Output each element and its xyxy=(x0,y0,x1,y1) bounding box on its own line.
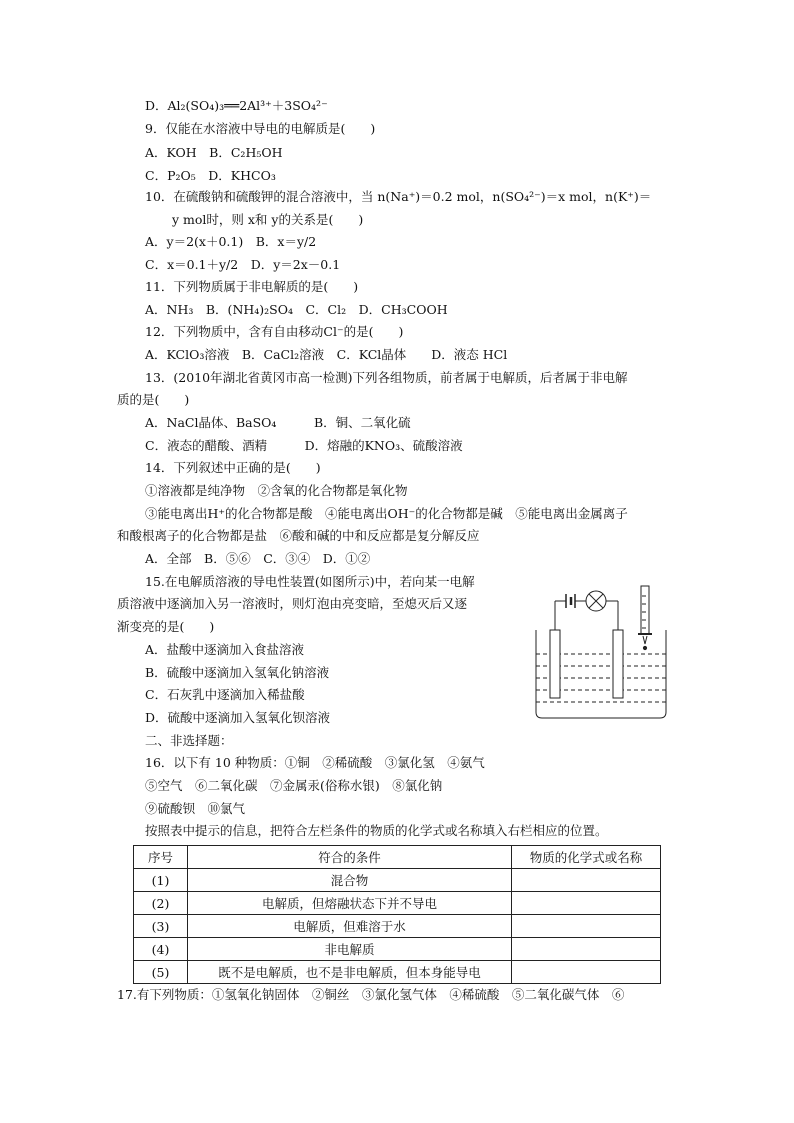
row-no: (4) xyxy=(134,938,188,961)
q16-list-2: ⑤空气 ⑥二氧化碳 ⑦金属汞(俗称水银) ⑧氯化钠 xyxy=(145,778,443,793)
q10-stem-cont: y mol时，则 x和 y的关系是( ) xyxy=(172,212,364,227)
table-row xyxy=(134,869,661,892)
q12-stem: 12．下列物质中，含有自由移动Cl⁻的是( ) xyxy=(145,324,404,339)
q9-options-ab: A．KOH B．C₂H₅OH xyxy=(145,145,283,160)
row-condition: 非电解质 xyxy=(188,938,512,961)
table-row xyxy=(134,938,661,961)
q15-stem-cont-1: 质溶液中逐滴加入另一溶液时，则灯泡由亮变暗，至熄灭后又逐 xyxy=(117,596,468,611)
q9-stem: 9．仅能在水溶液中导电的电解质是( ) xyxy=(145,121,376,136)
q14-statements-2: ③能电离出H⁺的化合物都是酸 ④能电离出OH⁻的化合物都是碱 ⑤能电离出金属离子 xyxy=(145,506,628,521)
burette-icon xyxy=(638,586,652,650)
section-heading: 二、非选择题： xyxy=(145,733,233,748)
q14-options: A．全部 B．⑤⑥ C．③④ D．①② xyxy=(145,551,371,566)
q17-stem: 17.有下列物质：①氢氧化钠固体 ②铜丝 ③氯化氢气体 ④稀硫酸 ⑤二氧化碳气体 ⑥ xyxy=(117,987,625,1002)
header-answer: 物质的化学式或名称 xyxy=(512,846,661,869)
electrode-icon xyxy=(550,630,623,698)
answer-cell[interactable] xyxy=(512,961,661,984)
header-condition: 符合的条件 xyxy=(188,846,512,869)
row-no: (3) xyxy=(134,915,188,938)
answer-cell[interactable] xyxy=(512,915,661,938)
q13-options-ab: A．NaCl晶体、BaSO₄ B．铜、二氧化硫 xyxy=(145,415,411,430)
q15-option-b: B．硫酸中逐滴加入氢氧化钠溶液 xyxy=(145,665,330,680)
table-row xyxy=(134,961,661,984)
answer-cell[interactable] xyxy=(512,892,661,915)
q12-options: A．KClO₃溶液 B．CaCl₂溶液 C．KCl晶体 D．液态 HCl xyxy=(145,347,508,362)
q14-stem: 14．下列叙述中正确的是( ) xyxy=(145,460,321,475)
q13-stem: 13．(2010年湖北省黄冈市高一检测)下列各组物质，前者属于电解质，后者属于非电解 xyxy=(145,370,628,385)
answer-table xyxy=(133,845,661,984)
q16-stem: 16．以下有 10 种物质：①铜 ②稀硫酸 ③氯化氢 ④氨气 xyxy=(145,755,485,770)
header-no: 序号 xyxy=(134,846,188,869)
row-condition: 混合物 xyxy=(188,869,512,892)
q16-instruction: 按照表中提示的信息，把符合左栏条件的物质的化学式或名称填入右栏相应的位置。 xyxy=(145,823,608,838)
q14-statements-3: 和酸根离子的化合物都是盐 ⑥酸和碱的中和反应都是复分解反应 xyxy=(117,528,480,543)
q13-options-cd: C．液态的醋酸、酒精 D．熔融的KNO₃、硫酸溶液 xyxy=(145,438,463,453)
q11-options: A．NH₃ B．(NH₄)₂SO₄ C．Cl₂ D．CH₃COOH xyxy=(145,302,448,317)
answer-cell[interactable] xyxy=(512,938,661,961)
row-condition: 电解质，但难溶于水 xyxy=(188,915,512,938)
conductivity-apparatus-figure xyxy=(528,584,678,724)
q8-option-d: D．Al₂(SO₄)₃══2Al³⁺＋3SO₄²⁻ xyxy=(145,98,328,113)
row-no: (5) xyxy=(134,961,188,984)
q15-stem: 15.在电解质溶液的导电性装置(如图所示)中，若向某一电解 xyxy=(145,574,475,589)
q15-option-d: D．硫酸中逐滴加入氢氧化钡溶液 xyxy=(145,710,331,725)
q10-stem: 10．在硫酸钠和硫酸钾的混合溶液中，当 n(Na⁺)＝0.2 mol，n(SO₄²⁻)＝x mol，n(K⁺)＝ xyxy=(145,189,652,204)
q10-options-cd: C．x＝0.1＋y/2 D．y＝2x－0.1 xyxy=(145,257,341,272)
row-no: (1) xyxy=(134,869,188,892)
lamp-icon xyxy=(586,591,618,630)
q10-options-ab: A．y＝2(x＋0.1) B．x＝y/2 xyxy=(145,234,317,249)
table-row xyxy=(134,915,661,938)
q15-option-c: C．石灰乳中逐滴加入稀盐酸 xyxy=(145,687,305,702)
row-condition: 电解质，但熔融状态下并不导电 xyxy=(188,892,512,915)
q9-options-cd: C．P₂O₅ D．KHCO₃ xyxy=(145,168,276,183)
row-no: (2) xyxy=(134,892,188,915)
table-row xyxy=(134,892,661,915)
q16-list-3: ⑨硫酸钡 ⑩氯气 xyxy=(145,801,246,816)
table-header-row xyxy=(134,846,661,869)
battery-icon xyxy=(555,594,586,630)
q11-stem: 11．下列物质属于非电解质的是( ) xyxy=(145,279,359,294)
row-condition: 既不是电解质，也不是非电解质，但本身能导电 xyxy=(188,961,512,984)
answer-cell[interactable] xyxy=(512,869,661,892)
q14-statements-1: ①溶液都是纯净物 ②含氧的化合物都是氧化物 xyxy=(145,483,408,498)
q13-stem-cont: 质的是( ) xyxy=(117,392,190,407)
q15-option-a: A．盐酸中逐滴加入食盐溶液 xyxy=(145,642,305,657)
q15-stem-cont-2: 渐变亮的是( ) xyxy=(117,619,215,634)
